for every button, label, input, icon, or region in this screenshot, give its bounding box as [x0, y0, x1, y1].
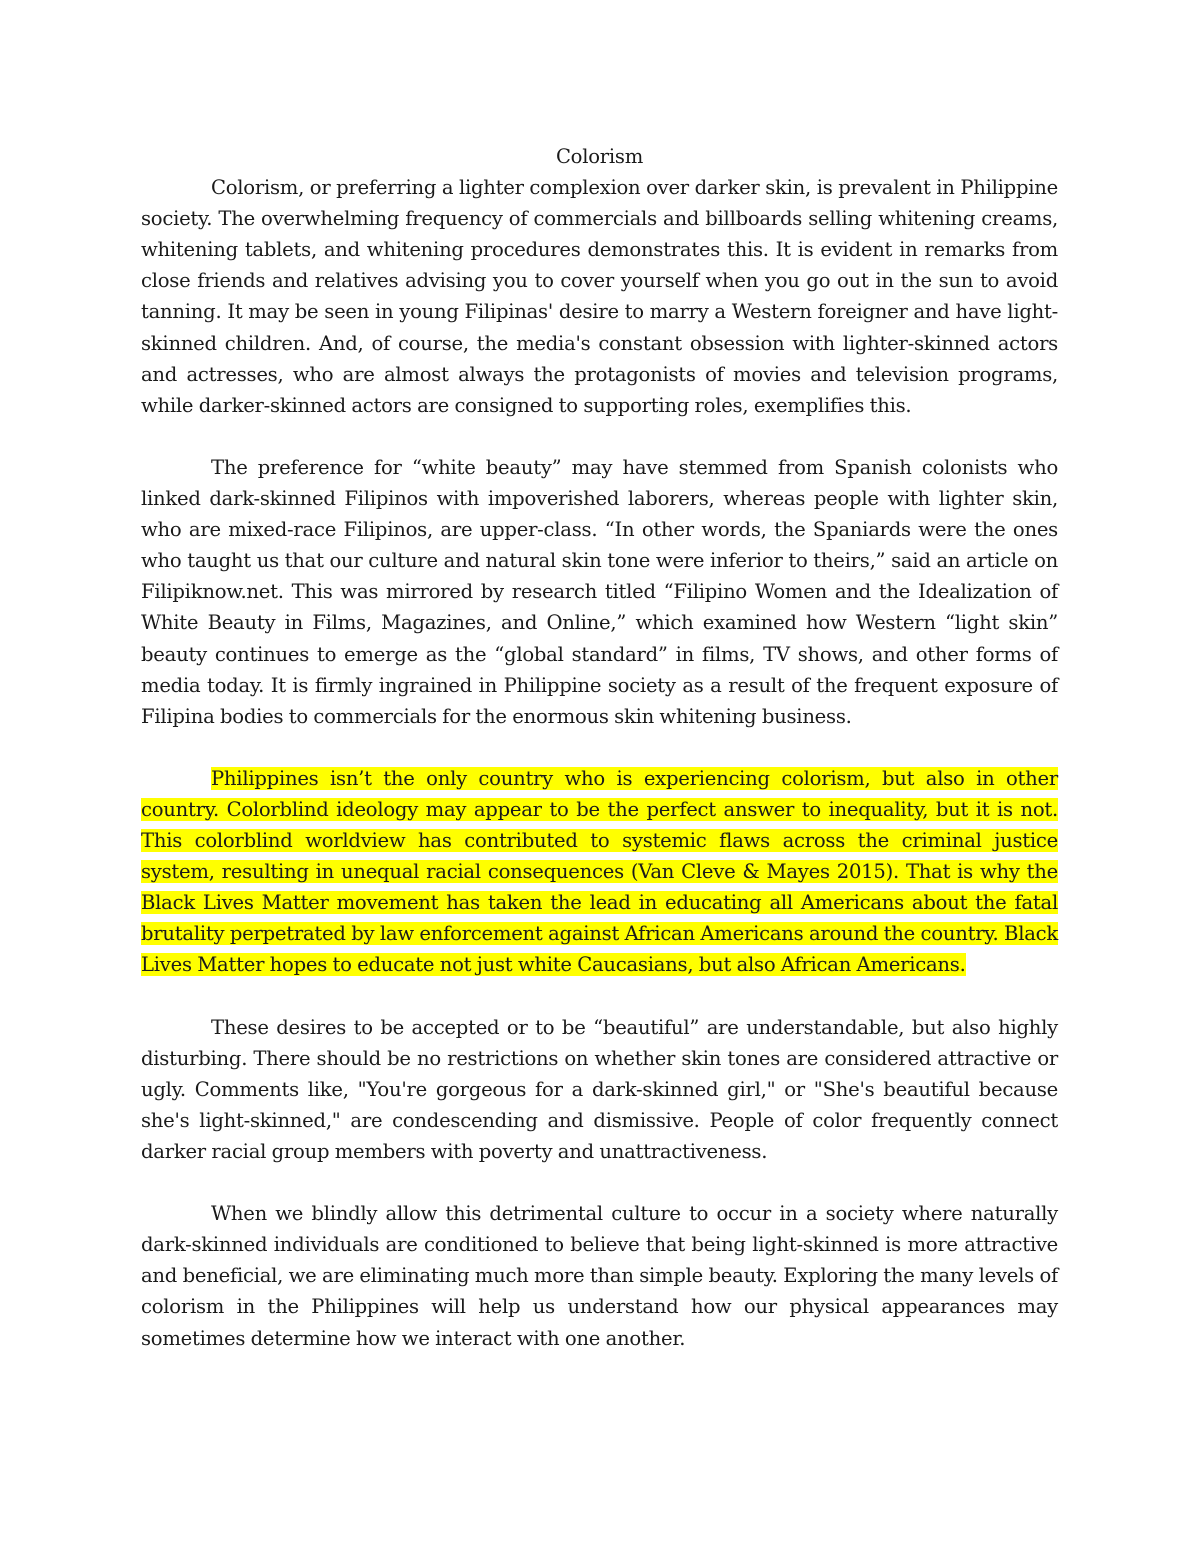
paragraph-3-highlighted [141, 763, 1058, 981]
paragraph-4: These desires to be accepted or to be “beautiful” are understandable, but also highly disturbing. There should be no restrictions on whether skin tones are considered attractive or ugly. Comments like, "You're gorgeous for a dark-skinned girl," or "She's beautiful because she's light-skinned," are condescending and dismissive. People of color frequently connect darker racial group members with poverty and unattractiveness. [141, 1015, 1058, 1163]
highlighted-text: Philippines isn’t the only country who is experiencing colorism, but also in other country. Colorblind ideology may appear to be the perfect answer to inequality, but it is not. This colorblind worldview has contributed to systemic flaws across the criminal justice system, resulting in unequal racial consequences (Van Cleve & Mayes 2015). That is why the Black Lives Matter movement has taken the lead in educating all Americans about the fatal brutality perpetrated by law enforcement against African Americans around the country. Black Lives Matter hopes to educate not just white Caucasians, but also African Americans. [141, 766, 1058, 977]
paragraph-5: When we blindly allow this detrimental culture to occur in a society where naturally dark-skinned individuals are conditioned to believe that being light-skinned is more attractive and beneficial, we are eliminating much more than simple beauty. Exploring the many levels of colorism in the Philippines will help us understand how our physical appearances may sometimes determine how we interact with one another. [141, 1202, 1058, 1350]
document-body [141, 141, 1058, 1385]
paragraph-1: Colorism, or preferring a lighter complexion over darker skin, is prevalent in Philippine society. The overwhelming frequency of commercials and billboards selling whitening creams, whitening tablets, and whitening procedures demonstrates this. It is evident in remarks from close friends and relatives advising you to cover yourself when you go out in the sun to avoid tanning. It may be seen in young Filipinas' desire to marry a Western foreigner and have light-skinned children. And, of course, the media's constant obsession with lighter-skinned actors and actresses, who are almost always the protagonists of movies and television programs, while darker-skinned actors are consigned to supporting roles, exemplifies this. [141, 176, 1058, 417]
document-title: Colorism [555, 145, 644, 168]
paragraph-2: The preference for “white beauty” may have stemmed from Spanish colonists who linked dark-skinned Filipinos with impoverished laborers, whereas people with lighter skin, who are mixed-race Filipinos, are upper-class. “In other words, the Spaniards were the ones who taught us that our culture and natural skin tone were inferior to theirs,” said an article on Filipiknow.net. This was mirrored by research titled “Filipino Women and the Idealization of White Beauty in Films, Magazines, and Online,” which examined how Western “light skin” beauty continues to emerge as the “global standard” in films, TV shows, and other forms of media today. It is firmly ingrained in Philippine society as a result of the frequent exposure of Filipina bodies to commercials for the enormous skin whitening business. [141, 455, 1058, 728]
